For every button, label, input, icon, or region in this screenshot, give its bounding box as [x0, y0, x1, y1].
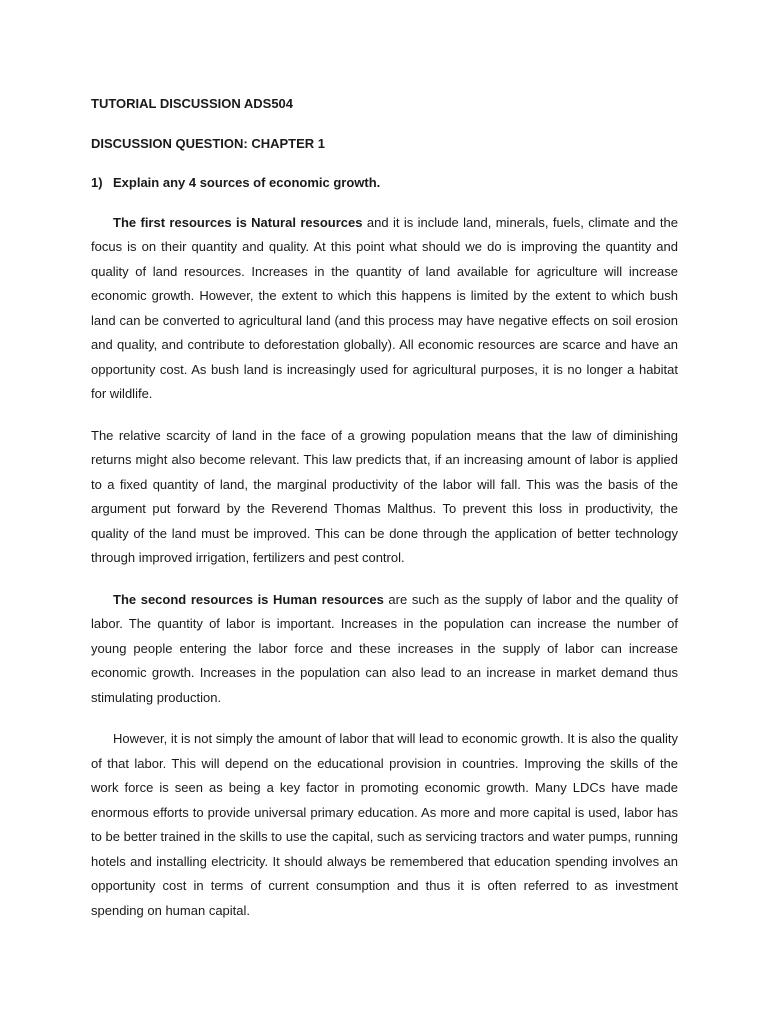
question-number: 1) [91, 175, 103, 190]
paragraph-body: are such as the supply of labor and the quality of labor. The quantity of labor is important. Increases in the population can increase the number of young people entering the labor force and these increases in the supply of labor can increase economic growth. Increases in the population can also lead to an increase in market demand thus stimulating production. [91, 591, 678, 705]
paragraph-body: The relative scarcity of land in the face of a growing population means that the law of diminishing returns might also become relevant. This law predicts that, if an increasing amount of labor is applied to a fixed quantity of land, the marginal productivity of the labor will fall. This was the basis of the argument put forward by the Reverend Thomas Malthus. To prevent this loss in productivity, the quality of the land must be improved. This can be done through the application of better technology through improved irrigation, fertilizers and pest control. [91, 427, 678, 565]
document-page [91, 92, 678, 940]
question-text: Explain any 4 sources of economic growth. [113, 175, 381, 190]
paragraph-human-resources [91, 588, 678, 711]
question-heading [91, 171, 678, 196]
chapter-heading: DISCUSSION QUESTION: CHAPTER 1 [91, 135, 326, 151]
paragraph-labor-quality [91, 727, 678, 923]
paragraph-body: However, it is not simply the amount of labor that will lead to economic growth. It is also the quality of that labor. This will depend on the educational provision in countries. Improving the skills of the work force is seen as being a key factor in promoting economic growth. Many LDCs have made enormous efforts to provide universal primary education. As more and more capital is used, labor has to be better trained in the skills to use the capital, such as servicing tractors and water pumps, running hotels and installing electricity. It should always be remembered that education spending involves an opportunity cost in terms of current consumption and thus it is often referred to as investment spending on human capital. [91, 731, 678, 918]
paragraph-natural-resources [91, 211, 678, 407]
paragraph-lead: The first resources is Natural resources [113, 214, 363, 230]
paragraph-land-scarcity [91, 424, 678, 571]
document-title: TUTORIAL DISCUSSION ADS504 [91, 96, 294, 111]
paragraph-body: and it is include land, minerals, fuels, climate and the focus is on their quantity and quality. At this point what should we do is improving the quantity and quality of land resources. Increases in the quantity of land available for agriculture will increase economic growth. However, the extent to which this happens is limited by the extent to which bush land can be converted to agricultural land (and this process may have negative effects on soil erosion and quality, and contribute to deforestation globally). All economic resources are scarce and have an opportunity cost. As bush land is increasingly used for agricultural purposes, it is no longer a habitat for wildlife. [91, 214, 678, 401]
paragraph-lead: The second resources is Human resources [113, 591, 384, 607]
